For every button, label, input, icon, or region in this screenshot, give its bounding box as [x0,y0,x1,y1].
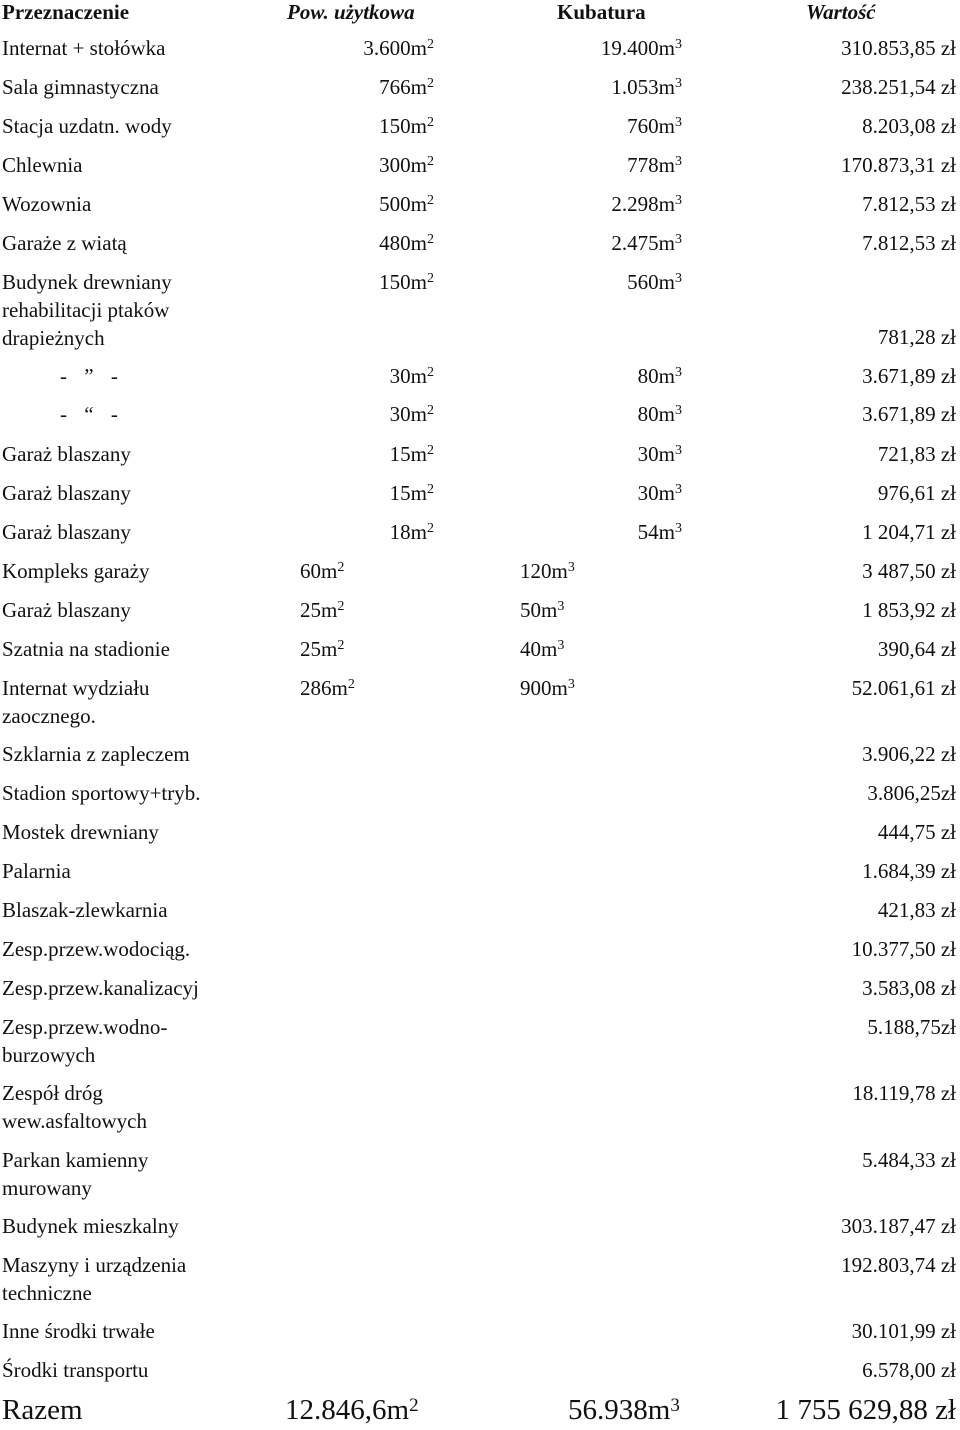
row-value: 421,83 zł [877,898,956,922]
row-volume: $1.053m^3$ [611,75,682,99]
row-name: Garaże z wiatą [2,231,127,255]
row-value: 390,64 zł [877,637,956,661]
row-name: - “ - [60,402,124,426]
row-value: 1.684,39 zł [862,859,956,883]
row-area: $30m^2$ [389,402,434,426]
row-value: 238.251,54 zł [841,75,956,99]
row-name: Parkan kamienny murowany [2,1148,149,1200]
row-name: Szatnia na stadionie [2,637,170,661]
row-volume: $778m^3$ [627,153,682,177]
total-row [0,1390,960,1430]
total-volume: $56.938m^3$ [568,1394,680,1426]
row-name: Garaż blaszany [2,598,131,622]
row-name: Zesp.przew.wodociąg. [2,937,191,961]
row-value: 303.187,47 zł [841,1214,956,1238]
row-name: Zesp.przew.kanalizacyj [2,976,199,1000]
total-label: Razem [2,1394,83,1426]
row-value: 444,75 zł [877,820,956,844]
row-area: $150m^2$ [379,114,434,138]
row-area: $60m^2$ [300,559,345,583]
row-value: 5.188,75zł [867,1015,956,1039]
row-name: Garaż blaszany [2,481,131,505]
row-area: $150m^2$ [379,270,434,294]
total-value: 1 755 629,88 zł [775,1394,956,1426]
row-value: 976,61 zł [877,481,956,505]
row-value: 1 853,92 zł [862,598,956,622]
row-name: Mostek drewniany [2,820,159,844]
row-value: 3.583,08 zł [862,976,956,1000]
row-name: Budynek drewniany rehabilitacji ptaków drapieżnych [2,270,172,350]
row-volume: $2.298m^3$ [611,192,682,216]
row-value: 721,83 zł [877,442,956,466]
row-volume: $30m^3$ [637,481,682,505]
row-value: 3 487,50 zł [862,559,956,583]
row-name: Chlewnia [2,153,83,177]
row-name: Szklarnia z zapleczem [2,742,190,766]
row-name: - ” - [60,364,124,388]
row-volume: $120m^3$ [520,559,575,583]
row-value: 10.377,50 zł [851,937,956,961]
row-value: 52.061,61 zł [851,676,956,700]
row-volume: $40m^3$ [520,637,565,661]
row-area: $15m^2$ [389,481,434,505]
row-value: 18.119,78 zł [852,1081,956,1105]
row-area: $3.600m^2$ [363,36,434,60]
row-area: $15m^2$ [389,442,434,466]
row-value: 310.853,85 zł [841,36,956,60]
row-name: Budynek mieszkalny [2,1214,179,1238]
row-name: Internat wydziału zaocznego. [2,676,150,728]
header-wartosc: Wartość [806,0,876,24]
row-value: 170.873,31 zł [841,153,956,177]
header-kubatura: Kubatura [557,0,646,24]
row-name: Środki transportu [2,1358,149,1382]
row-area: $286m^2$ [300,676,355,700]
row-name: Stadion sportowy+tryb. [2,781,201,805]
row-value: 8.203,08 zł [862,114,956,138]
row-name: Zespół dróg wew.asfaltowych [2,1081,148,1133]
row-area: $18m^2$ [389,520,434,544]
row-value: 7.812,53 zł [862,192,956,216]
row-volume: $54m^3$ [637,520,682,544]
row-area: $25m^2$ [300,598,345,622]
row-area: $25m^2$ [300,637,345,661]
row-value: 6.578,00 zł [862,1358,956,1382]
row-area: $500m^2$ [379,192,434,216]
row-value: 192.803,74 zł [841,1253,956,1277]
row-value: 7.812,53 zł [862,231,956,255]
row-name: Maszyny i urządzenia techniczne [2,1253,187,1305]
row-name: Garaż blaszany [2,520,131,544]
row-value: 3.806,25zł [867,781,956,805]
row-value: 1 204,71 zł [862,520,956,544]
row-name: Garaż blaszany [2,442,131,466]
row-value: 3.906,22 zł [862,742,956,766]
row-name: Inne środki trwałe [2,1319,155,1343]
row-volume: $560m^3$ [627,270,682,294]
row-name: Stacja uzdatn. wody [2,114,172,138]
row-volume: $760m^3$ [627,114,682,138]
row-name: Internat + stołówka [2,36,166,60]
row-value: 3.671,89 zł [862,402,956,426]
row-name: Palarnia [2,859,71,883]
row-area: $766m^2$ [379,75,434,99]
row-value: 781,28 zł [877,325,956,349]
row-value: 5.484,33 zł [862,1148,956,1172]
header-przeznaczenie: Przeznaczenie [2,0,130,24]
row-value: 30.101,99 zł [851,1319,956,1343]
row-volume: $80m^3$ [637,402,682,426]
row-area: $480m^2$ [379,231,434,255]
row-area: $30m^2$ [389,364,434,388]
total-area: $12.846,6m^2$ [285,1394,419,1426]
row-name: Sala gimnastyczna [2,75,159,99]
row-volume: $19.400m^3$ [600,36,682,60]
row-name: Zesp.przew.wodno-burzowych [2,1015,168,1067]
row-volume: $80m^3$ [637,364,682,388]
row-name: Wozownia [2,192,92,216]
row-volume: $2.475m^3$ [611,231,682,255]
row-volume: $50m^3$ [520,598,565,622]
row-area: $300m^2$ [379,153,434,177]
row-name: Kompleks garaży [2,559,150,583]
header-pow-uzytkowa: Pow. użytkowa [287,0,415,24]
row-volume: $30m^3$ [637,442,682,466]
row-name: Blaszak-zlewkarnia [2,898,168,922]
row-volume: $900m^3$ [520,676,575,700]
row-value: 3.671,89 zł [862,364,956,388]
